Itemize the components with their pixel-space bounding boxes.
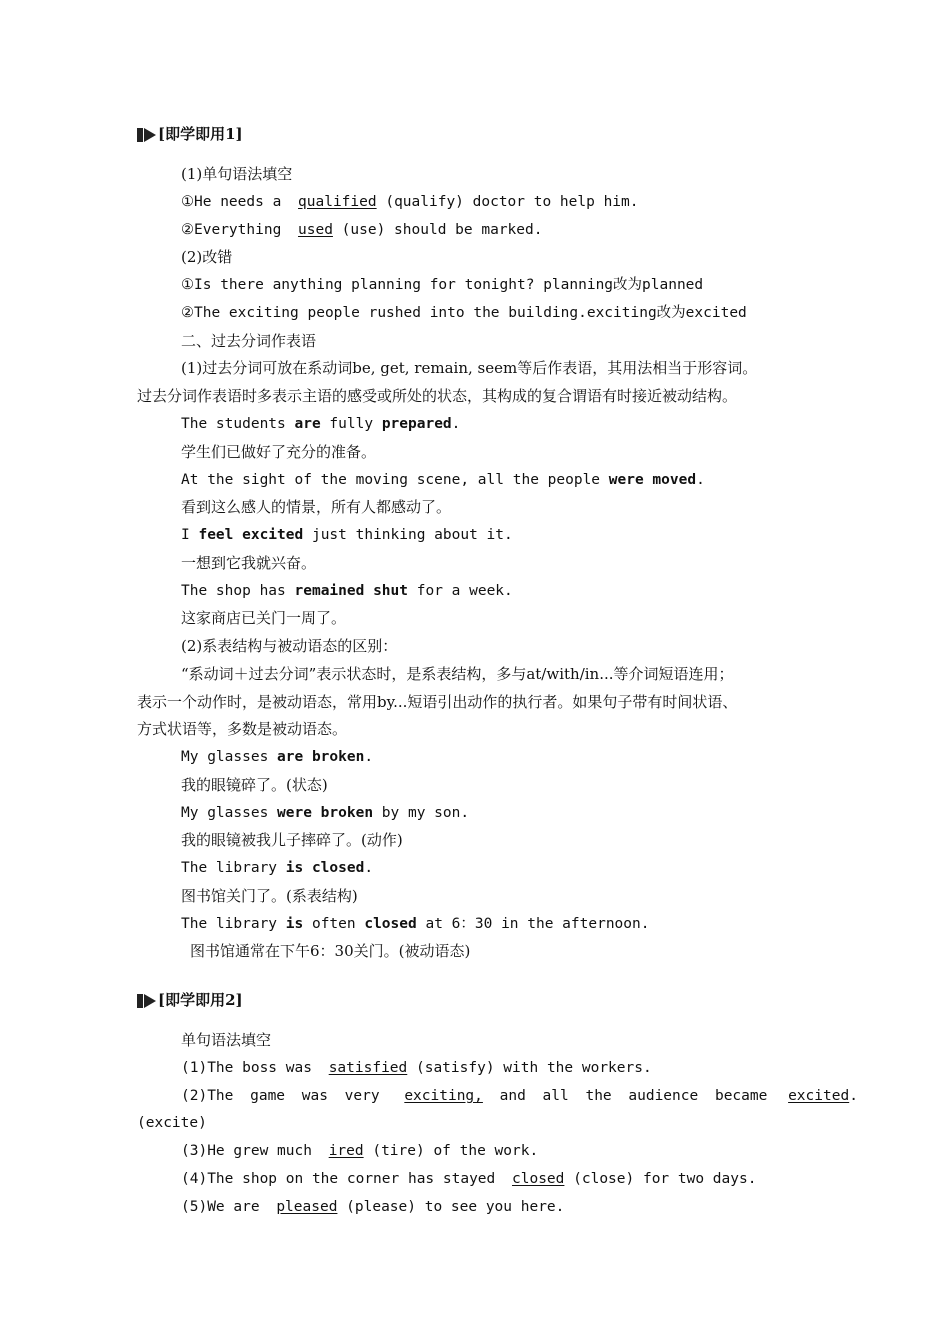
exercise-line: ①Is there anything planning for tonight? planning改为planned <box>181 277 704 293</box>
section-header-1 <box>137 124 243 144</box>
example-sentence: The library is closed. <box>181 860 374 876</box>
exercise-head: (1)单句语法填空 <box>181 165 293 183</box>
play-marker-icon <box>137 994 157 1008</box>
example-translation: 这家商店已关门一周了。 <box>181 609 347 627</box>
exercise-line: (3)He grew much ired (tire) of the work. <box>181 1143 539 1159</box>
section-title: 二、过去分词作表语 <box>181 332 317 350</box>
answer-blank: ired <box>328 1143 364 1159</box>
example-sentence: The library is often closed at 6：30 in the afternoon. <box>181 916 650 932</box>
section-header-2 <box>137 990 243 1010</box>
paragraph-line: (1)过去分词可放在系动词be, get, remain, seem等后作表语，其用法相当于形容词。 <box>181 359 758 377</box>
example-sentence: The students are fully prepared. <box>181 416 461 432</box>
paragraph-line: 过去分词作表语时多表示主语的感受或所处的状态，其构成的复合谓语有时接近被动结构。 <box>137 387 738 405</box>
answer-blank: used <box>298 222 333 238</box>
example-translation: 看到这么感人的情景，所有人都感动了。 <box>181 498 452 516</box>
answer-blank: qualified <box>298 194 377 210</box>
exercise-line: ②Everything used (use) should be marked. <box>181 222 543 238</box>
example-sentence: My glasses are broken. <box>181 749 374 765</box>
answer-blank: excited <box>788 1088 850 1104</box>
answer-blank: closed <box>512 1171 565 1187</box>
example-translation: 学生们已做好了充分的准备。 <box>181 443 377 461</box>
exercise-line: (excite) <box>137 1115 207 1131</box>
example-sentence: The shop has remained shut for a week. <box>181 583 513 599</box>
answer-blank: satisfied <box>328 1060 408 1076</box>
exercise-head: 单句语法填空 <box>181 1031 272 1049</box>
exercise-line: ①He needs a qualified (qualify) doctor to help him. <box>181 194 639 210</box>
exercise-line: (2)The game was very exciting, and all the audience became excited. <box>181 1088 858 1104</box>
answer-blank: pleased <box>276 1199 338 1215</box>
exercise-line: ②The exciting people rushed into the building.exciting改为excited <box>181 305 747 321</box>
exercise-line: (1)The boss was satisfied (satisfy) with the workers. <box>181 1060 652 1076</box>
example-sentence: At the sight of the moving scene, all the people were moved. <box>181 472 705 488</box>
example-translation: 图书馆通常在下午6：30关门。(被动语态) <box>190 942 471 960</box>
paragraph-line: “系动词＋过去分词”表示状态时，是系表结构，多与at/with/in...等介词短语连用； <box>181 665 734 683</box>
paragraph-head: (2)系表结构与被动语态的区别： <box>181 637 398 655</box>
exercise-line: (5)We are pleased (please) to see you here. <box>181 1199 565 1215</box>
section-title-2: [即学即用2] <box>158 991 243 1009</box>
example-translation: 一想到它我就兴奋。 <box>181 554 317 572</box>
play-marker-icon <box>137 128 157 142</box>
paragraph-line: 表示一个动作时，是被动语态，常用by...短语引出动作的执行者。如果句子带有时间状语、 <box>137 693 738 711</box>
exercise-line: (4)The shop on the corner has stayed closed (close) for two days. <box>181 1171 757 1187</box>
example-translation: 我的眼镜碎了。(状态) <box>181 776 328 794</box>
example-sentence: I feel excited just thinking about it. <box>181 527 513 543</box>
paragraph-line: 方式状语等，多数是被动语态。 <box>137 720 348 738</box>
example-translation: 我的眼镜被我儿子摔碎了。(动作) <box>181 831 403 849</box>
example-sentence: My glasses were broken by my son. <box>181 805 470 821</box>
exercise-head: (2)改错 <box>181 248 233 266</box>
section-title-1: [即学即用1] <box>158 125 243 143</box>
example-translation: 图书馆关门了。(系表结构) <box>181 887 358 905</box>
answer-blank: exciting, <box>404 1088 483 1104</box>
